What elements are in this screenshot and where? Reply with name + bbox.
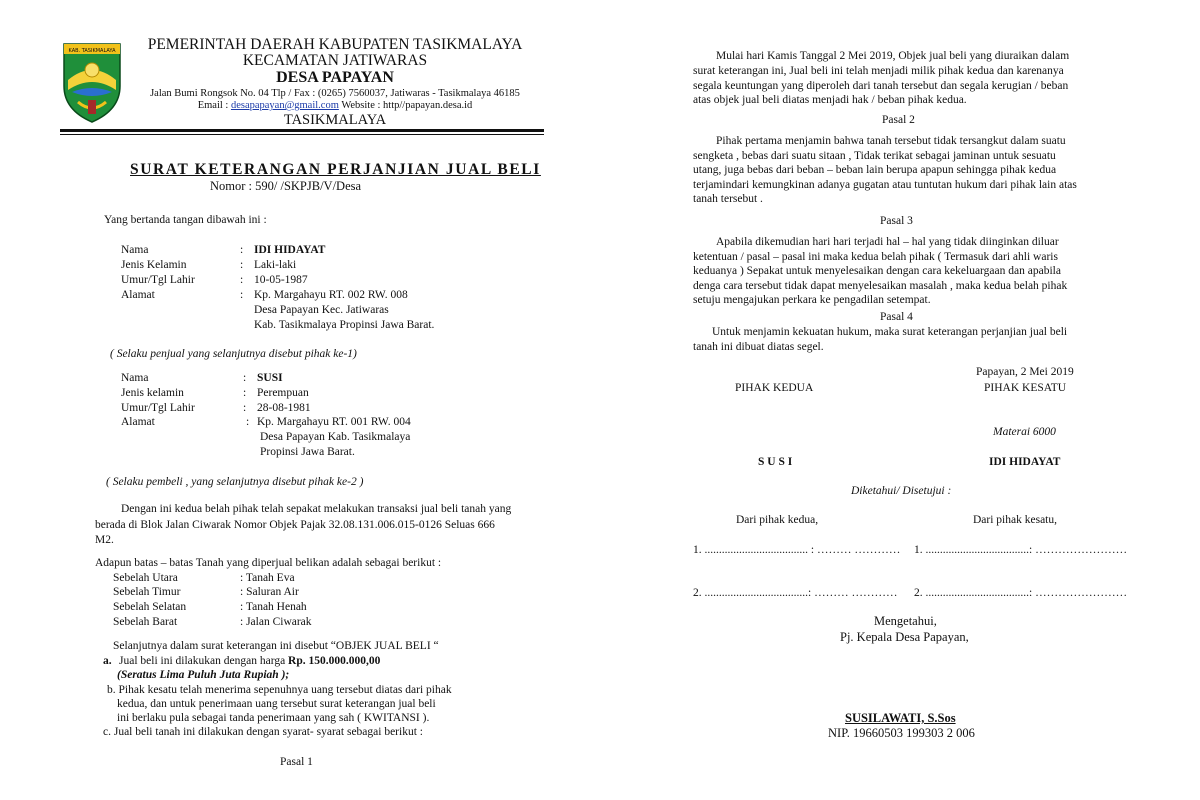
border-north-label: Sebelah Utara bbox=[113, 572, 178, 584]
document-number: Nomor : 590/ /SKPJB/V/Desa bbox=[210, 179, 362, 193]
transaction-line2: berada di Blok Jalan Ciwarak Nomor Objek Pajak 32.08.131.006.015-0126 Seluas 666 bbox=[95, 519, 495, 531]
object-a-mark: a. bbox=[103, 655, 112, 667]
party2-name: S U S I bbox=[758, 456, 793, 468]
buyer-address-line3: Propinsi Jawa Barat. bbox=[260, 446, 355, 458]
object-a-price: Rp. 150.000.000,00 bbox=[288, 655, 381, 667]
pasal1-line3: segala keuntungan yang diperoleh dari tanah tersebut dan segala kerugian / beban bbox=[693, 80, 1069, 92]
buyer-name-label: Nama bbox=[121, 372, 149, 384]
website-text: Website : http//papayan.desa.id bbox=[338, 100, 473, 111]
pasal2-line4: terjamindari kemungkinan adanya gugatan atau tuntutan hukum dari pihak lain atas bbox=[693, 179, 1077, 191]
border-east-value: : Saluran Air bbox=[240, 586, 299, 598]
border-west-label: Sebelah Barat bbox=[113, 616, 178, 628]
buyer-gender: Perempuan bbox=[257, 387, 309, 399]
letterhead-city: TASIKMALAYA bbox=[283, 112, 387, 128]
object-a-words: (Seratus Lima Puluh Juta Rupiah ); bbox=[117, 669, 290, 681]
object-b-line3: ini berlaku pula sebagai tanda penerimaan yang sah ( KWITANSI ). bbox=[117, 712, 430, 724]
pasal2-heading: Pasal 2 bbox=[882, 114, 915, 126]
place-date: Papayan, 2 Mei 2019 bbox=[976, 366, 1074, 378]
buyer-name: SUSI bbox=[257, 372, 283, 384]
witness-from-party1: Dari pihak kesatu, bbox=[973, 514, 1057, 526]
letterhead-rule-thin bbox=[60, 134, 544, 135]
object-a-text: Jual beli ini dilakukan dengan harga bbox=[119, 655, 289, 667]
pasal3-line1: Apabila dikemudian hari hari terjadi hal – hal yang tidak diinginkan diluar bbox=[716, 236, 1059, 248]
intro-text: Yang bertanda tangan dibawah ini : bbox=[104, 214, 267, 226]
object-intro: Selanjutnya dalam surat keterangan ini disebut “OBJEK JUAL BELI “ bbox=[113, 640, 439, 652]
seller-address-line1: Kp. Margahayu RT. 002 RW. 008 bbox=[254, 289, 408, 301]
pasal1-line2: surat keterangan ini, Jual beli ini telah menjadi milik pihak kedua dan karenanya bbox=[693, 65, 1064, 77]
seller-dob: 10-05-1987 bbox=[254, 274, 308, 286]
transaction-line1: Dengan ini kedua belah pihak telah sepakat melakukan transaksi jual beli tanah yang bbox=[121, 503, 512, 515]
object-a bbox=[119, 655, 380, 667]
seller-role: ( Selaku penjual yang selanjutnya disebut pihak ke-1) bbox=[110, 348, 357, 360]
colon: : bbox=[240, 259, 244, 271]
object-b-line2: kedua, dan untuk penerimaan uang tersebut surat keterangan jual beli bbox=[117, 698, 436, 710]
knowing-label: Mengetahui, bbox=[874, 614, 937, 628]
colon: : bbox=[240, 244, 244, 256]
seller-gender-label: Jenis Kelamin bbox=[121, 259, 187, 271]
pasal3-line5: setuju mengajukan perkara ke pengadilan setempat. bbox=[693, 294, 931, 306]
email-link[interactable]: desapapayan@gmail.com bbox=[230, 100, 339, 111]
borders-intro: Adapun batas – batas Tanah yang diperjual belikan adalah sebagai berikut : bbox=[95, 557, 442, 569]
letterhead-government: PEMERINTAH DAERAH KABUPATEN TASIKMALAYA bbox=[147, 36, 523, 53]
pasal2-line5: tanah tersebut . bbox=[693, 193, 763, 205]
buyer-address-label: Alamat bbox=[121, 416, 155, 428]
transaction-line3: M2. bbox=[95, 534, 114, 546]
buyer-dob: 28-08-1981 bbox=[257, 402, 311, 414]
buyer-address-line2: Desa Papayan Kab. Tasikmalaya bbox=[260, 431, 411, 443]
email-label: Email : bbox=[197, 100, 231, 111]
letterhead-address: Jalan Bumi Rongsok No. 04 Tlp / Fax : (0265) 7560037, Jatiwaras - Tasikmalaya 46185 bbox=[150, 88, 520, 99]
pasal2-line2: sengketa , bebas dari suatu sitaan , Tidak terikat sebagai jaminan untuk sesuatu bbox=[693, 150, 1056, 162]
witness-line-1-right: 1. ....................................: …………………… bbox=[914, 544, 1128, 556]
pasal3-line2: ketentuan / pasal – pasal ini maka kedua belah pihak ( Termasuk dari ahli waris bbox=[693, 251, 1058, 263]
letterhead-contact bbox=[135, 100, 535, 111]
approved-label: Diketahui/ Disetujui : bbox=[851, 485, 952, 497]
border-east-label: Sebelah Timur bbox=[113, 586, 181, 598]
pasal4-heading: Pasal 4 bbox=[880, 311, 913, 323]
letterhead-village: DESA PAPAYAN bbox=[276, 69, 394, 86]
witness-line-2-left: 2. ....................................: ……… ………… bbox=[693, 587, 898, 599]
official-title: Pj. Kepala Desa Papayan, bbox=[840, 630, 969, 644]
seller-address-line2: Desa Papayan Kec. Jatiwaras bbox=[254, 304, 389, 316]
border-west-value: : Jalan Ciwarak bbox=[240, 616, 312, 628]
pasal3-line4: denga cara tersebut tidak dapat menyelesaikan masalah , maka kedua belah pihak bbox=[693, 280, 1068, 292]
pasal3-line3: keduanya ) Sepakat untuk menyelesaikan dengan cara kekeluargaan dan apabila bbox=[693, 265, 1061, 277]
stamp-duty-note: Materai 6000 bbox=[993, 426, 1056, 438]
pasal1-line4: atas objek jual beli diatas menjadi hak / beban pihak kedua. bbox=[693, 94, 967, 106]
buyer-gender-label: Jenis kelamin bbox=[121, 387, 184, 399]
buyer-dob-label: Umur/Tgl Lahir bbox=[121, 402, 195, 414]
party2-label: PIHAK KEDUA bbox=[735, 382, 814, 394]
official-name: SUSILAWATI, S.Sos bbox=[845, 711, 956, 725]
seller-dob-label: Umur/Tgl Lahir bbox=[121, 274, 195, 286]
pasal1-line1: Mulai hari Kamis Tanggal 2 Mei 2019, Objek jual beli yang diuraikan dalam bbox=[716, 50, 1070, 62]
buyer-role: ( Selaku pembeli , yang selanjutnya disebut pihak ke-2 ) bbox=[106, 476, 364, 488]
pasal-1-heading: Pasal 1 bbox=[280, 756, 313, 768]
buyer-address-line1: Kp. Margahayu RT. 001 RW. 004 bbox=[257, 416, 411, 428]
seller-address-line3: Kab. Tasikmalaya Propinsi Jawa Barat. bbox=[254, 319, 435, 331]
party1-name: IDI HIDAYAT bbox=[989, 456, 1061, 468]
colon: : bbox=[246, 416, 250, 428]
pasal2-line1: Pihak pertama menjamin bahwa tanah tersebut tidak tersangkut dalam suatu bbox=[716, 135, 1066, 147]
pasal4-line2: tanah ini dibuat diatas segel. bbox=[693, 341, 824, 353]
colon: : bbox=[243, 402, 247, 414]
seller-address-label: Alamat bbox=[121, 289, 155, 301]
object-b-line1: b. Pihak kesatu telah menerima sepenuhnya uang tersebut diatas dari pihak bbox=[107, 684, 452, 696]
witness-line-2-right: 2. ....................................: …………………… bbox=[914, 587, 1128, 599]
colon: : bbox=[243, 372, 247, 384]
letterhead-district: KECAMATAN JATIWARAS bbox=[242, 52, 428, 69]
witness-line-1-left: 1. .................................... : ……… ………… bbox=[693, 544, 901, 556]
colon: : bbox=[240, 274, 244, 286]
object-c: c. Jual beli tanah ini dilakukan dengan syarat- syarat sebagai berikut : bbox=[103, 726, 423, 738]
colon: : bbox=[240, 289, 244, 301]
party1-label: PIHAK KESATU bbox=[984, 382, 1067, 394]
border-south-label: Sebelah Selatan bbox=[113, 601, 187, 613]
official-nip: NIP. 19660503 199303 2 006 bbox=[828, 726, 975, 740]
svg-text:KAB. TASIKMALAYA: KAB. TASIKMALAYA bbox=[68, 48, 116, 54]
pasal4-line1: Untuk menjamin kekuatan hukum, maka surat keterangan perjanjian jual beli bbox=[712, 326, 1068, 338]
pasal3-heading: Pasal 3 bbox=[880, 215, 913, 227]
seller-gender: Laki-laki bbox=[254, 259, 297, 271]
witness-from-party2: Dari pihak kedua, bbox=[736, 514, 819, 526]
border-south-value: : Tanah Henah bbox=[240, 601, 307, 613]
letterhead-rule-thick bbox=[60, 129, 544, 132]
colon: : bbox=[243, 387, 247, 399]
seller-name-label: Nama bbox=[121, 244, 149, 256]
seller-name: IDI HIDAYAT bbox=[254, 244, 326, 256]
regency-emblem-icon bbox=[58, 40, 126, 124]
document-title: SURAT KETERANGAN PERJANJIAN JUAL BELI bbox=[130, 161, 541, 178]
right-page bbox=[600, 0, 1200, 800]
border-north-value: : Tanah Eva bbox=[240, 572, 295, 584]
pasal2-line3: utang, juga bebas dari beban – beban lain berupa apapun sehingga pihak kedua bbox=[693, 164, 1057, 176]
